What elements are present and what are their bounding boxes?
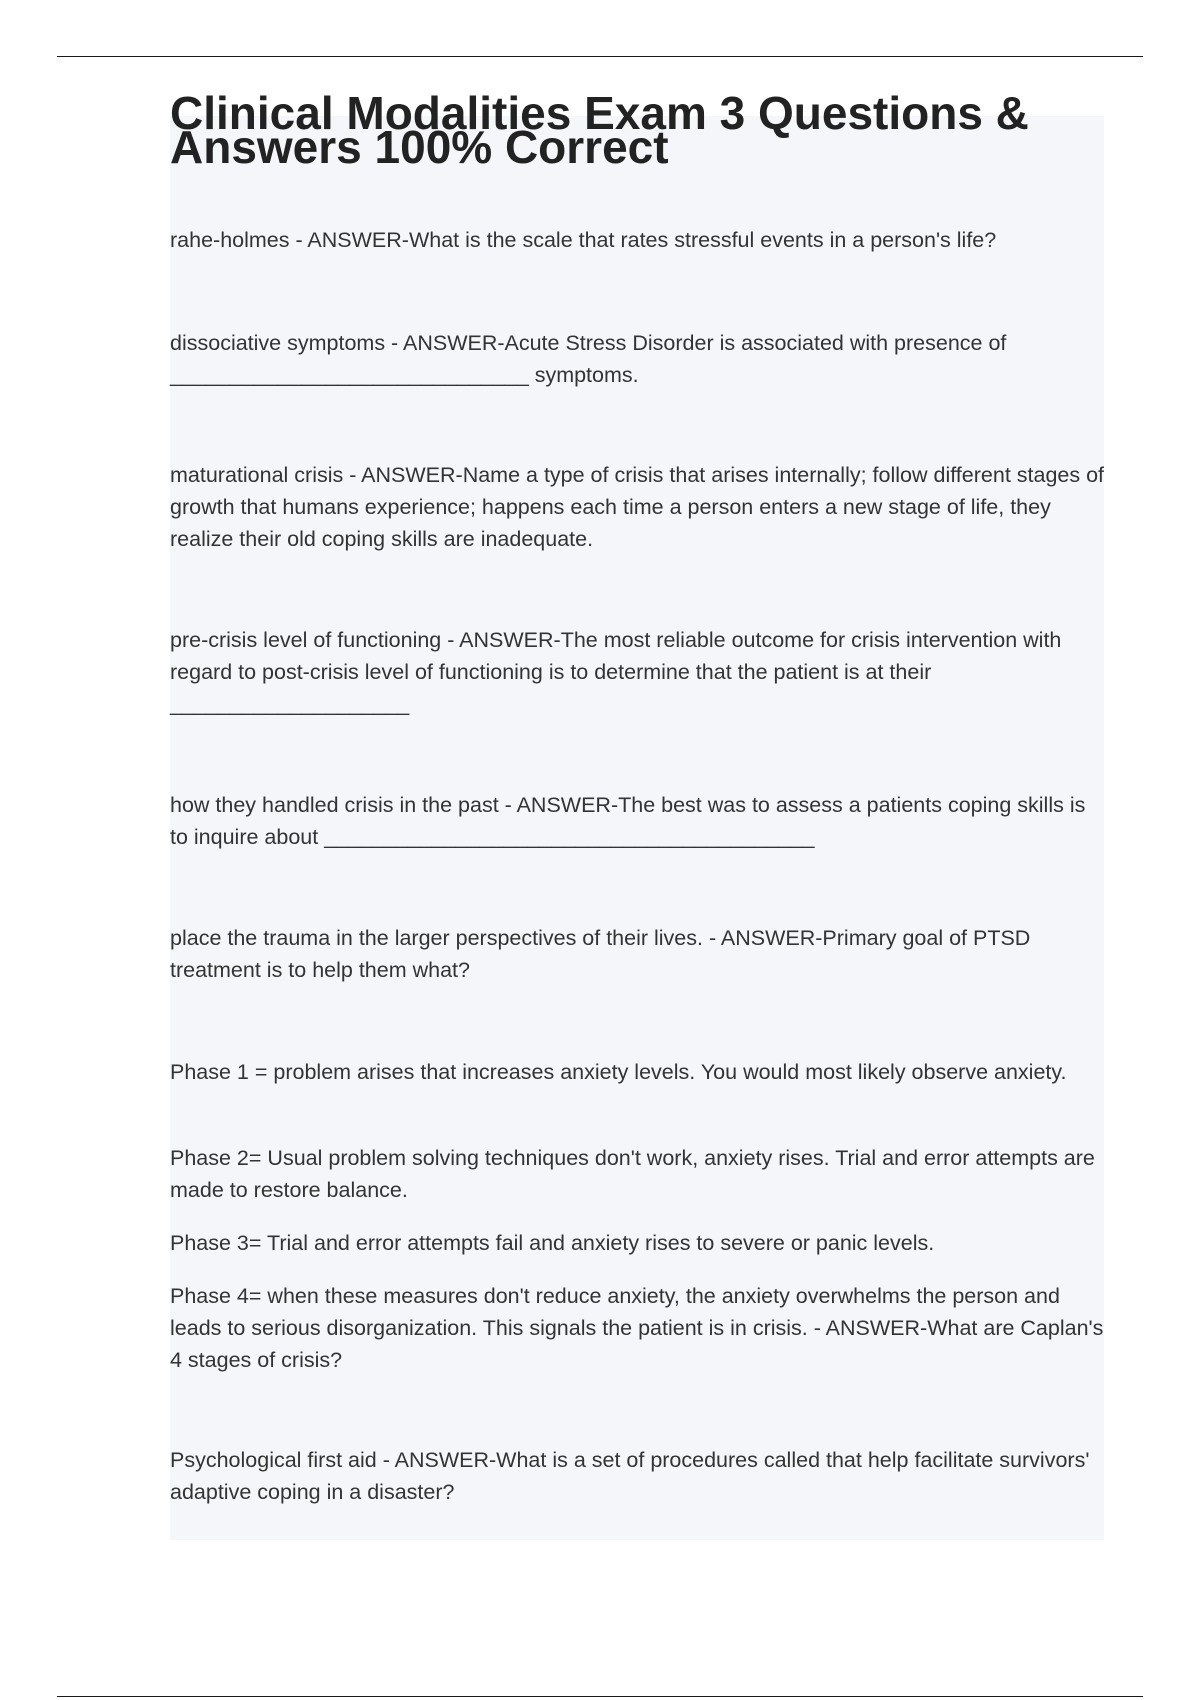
qa-entry-phase-1: Phase 1 = problem arises that increases anxiety levels. You would most likely observe anxiety. (170, 1060, 1067, 1084)
qa-entry-pre-crisis-level: pre-crisis level of functioning - ANSWER-The most reliable outcome for crisis intervention with regard to post-crisis level of functioning is to determine that the patient is at their ____________________ (170, 628, 1062, 716)
qa-entry-rahe-holmes: rahe-holmes - ANSWER-What is the scale that rates stressful events in a person's life? (170, 228, 997, 252)
qa-entry-psychological-first-aid: Psychological first aid - ANSWER-What is a set of procedures called that help facilitate survivors' adaptive coping in a disaster? (170, 1448, 1090, 1504)
bottom-rule (57, 1696, 1143, 1697)
top-rule (57, 56, 1143, 57)
qa-entry-phase-2: Phase 2= Usual problem solving techniques don't work, anxiety rises. Trial and error attempts are made to restore balance. (170, 1146, 1095, 1202)
qa-entry-coping-skills: how they handled crisis in the past - ANSWER-The best was to assess a patients coping skills is to inquire about _________________________________________ (170, 793, 1086, 849)
qa-entry-dissociative-symptoms: dissociative symptoms - ANSWER-Acute Stress Disorder is associated with presence of ______________________________ symptoms. (170, 331, 1007, 387)
document-title: Clinical Modalities Exam 3 Questions & Answers 100% Correct (170, 87, 1029, 173)
qa-entry-maturational-crisis: maturational crisis - ANSWER-Name a type of crisis that arises internally; follow different stages of growth that humans experience; happens each time a person enters a new stage of life, they realize their old coping skills are inadequate. (170, 463, 1105, 551)
qa-entry-phase-3: Phase 3= Trial and error attempts fail and anxiety rises to severe or panic levels. (170, 1231, 935, 1255)
qa-entry-ptsd-goal: place the trauma in the larger perspectives of their lives. - ANSWER-Primary goal of PTSD treatment is to help them what? (170, 926, 1031, 982)
qa-entry-phase-4: Phase 4= when these measures don't reduce anxiety, the anxiety overwhelms the person and leads to serious disorganization. This signals the patient is in crisis. - ANSWER-What are Caplan's 4 stages of crisis? (170, 1284, 1104, 1372)
